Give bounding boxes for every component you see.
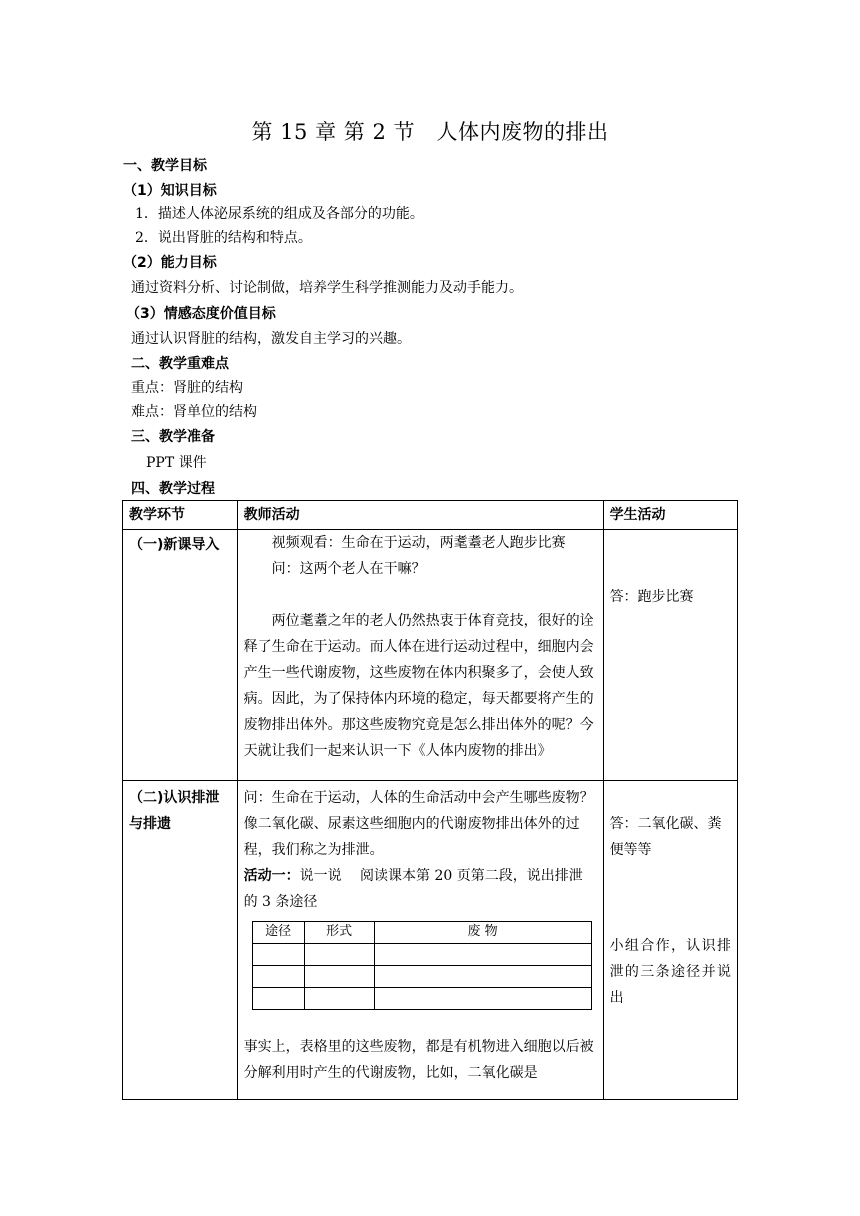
table-header-row bbox=[123, 501, 738, 530]
activity-one bbox=[244, 863, 597, 915]
teacher-excretion-definition: 像二氧化碳、尿素这些细胞内的代谢废物排出体外的过程，我们称之为排泄。 bbox=[243, 816, 580, 858]
inner-header-path: 途径 bbox=[252, 922, 304, 944]
subsection-attitude-goals: （3）情感态度价值目标 bbox=[126, 306, 276, 322]
inner-row bbox=[252, 966, 591, 988]
student-answer-2: 答：二氧化碳、粪便等等 bbox=[609, 816, 722, 858]
teacher-metabolic-waste-text: 事实上，表格里的这些废物，都是有机物进入细胞以后被分解利用时产生的代谢废物，比如，二氧化碳是 bbox=[243, 1039, 594, 1081]
subsection-knowledge-goals: （1）知识目标 bbox=[123, 183, 217, 199]
student-cell bbox=[603, 781, 737, 1100]
section-teaching-process: 四、教学过程 bbox=[131, 481, 215, 497]
teacher-question-text: 问：这两个老人在干嘛？ bbox=[271, 561, 426, 577]
table-row bbox=[123, 530, 738, 781]
inner-header-form: 形式 bbox=[304, 922, 374, 944]
knowledge-goal-1: 1．描述人体泌尿系统的组成及各部分的功能。 bbox=[135, 206, 424, 222]
header-stage: 教学环节 bbox=[123, 501, 238, 530]
attitude-goal-text: 通过认识肾脏的结构，激发自主学习的兴趣。 bbox=[131, 331, 411, 347]
subsection-ability-goals: （2）能力目标 bbox=[123, 255, 217, 271]
inner-header-waste: 废 物 bbox=[374, 922, 591, 944]
knowledge-goal-2: 2．说出肾脏的结构和特点。 bbox=[135, 230, 312, 246]
student-activity-2: 小组合作，认识排泄的三条途径并说出 bbox=[609, 938, 731, 1006]
activity-one-label: 活动一： bbox=[243, 868, 300, 884]
excretion-path-table bbox=[252, 921, 592, 1010]
difficult-point: 难点：肾单位的结构 bbox=[131, 404, 257, 420]
teaching-process-table bbox=[122, 500, 738, 1100]
header-student: 学生活动 bbox=[603, 501, 737, 530]
student-cell bbox=[603, 530, 737, 781]
inner-header-row bbox=[252, 922, 591, 944]
key-point: 重点：肾脏的结构 bbox=[131, 380, 243, 396]
teacher-question-waste: 问：生命在于运动，人体的生命活动中会产生哪些废物？ bbox=[243, 790, 594, 806]
stage-cell bbox=[123, 781, 238, 1100]
teacher-intro-paragraph: 两位耄耋之年的老人仍然热衷于体育竞技，很好的诠释了生命在于运动。而人体在进行运动过程中，细胞内会产生一些代谢废物，这些废物在体内积聚多了，会使人致病。因此，为了保持体内环境的稳定，每天都要将产生的废物排出体外。那这些废物究竟是怎么排出体外的呢？今天就让我们一起来认识一下《人体内废物的排出》 bbox=[243, 613, 594, 759]
table-row bbox=[123, 781, 738, 1100]
inner-row bbox=[252, 988, 591, 1010]
section-key-difficult: 二、教学重难点 bbox=[131, 356, 229, 372]
ability-goal-text: 通过资料分析、讨论制做，培养学生科学推测能力及动手能力。 bbox=[131, 280, 523, 296]
header-teacher: 教师活动 bbox=[237, 501, 603, 530]
page-title: 第 15 章 第 2 节 人体内废物的排出 bbox=[251, 120, 609, 144]
inner-row bbox=[252, 944, 591, 966]
teacher-cell bbox=[237, 781, 603, 1100]
activity-one-text: 说一说 阅读课本第 20 页第二段，说出排泄的 3 条途径 bbox=[243, 868, 583, 910]
stage-label-intro: （一)新课导入 bbox=[129, 537, 220, 553]
student-answer-1: 答：跑步比赛 bbox=[609, 589, 694, 605]
teacher-cell bbox=[237, 530, 603, 781]
teacher-video-text: 视频观看：生命在于运动，两耄耋老人跑步比赛 bbox=[271, 535, 566, 551]
preparation-text: PPT 课件 bbox=[146, 455, 207, 471]
section-preparation: 三、教学准备 bbox=[131, 429, 215, 445]
stage-cell bbox=[123, 530, 238, 781]
section-teaching-goals: 一、教学目标 bbox=[123, 158, 207, 174]
stage-label-excretion: （二)认识排泄与排遗 bbox=[129, 790, 220, 832]
